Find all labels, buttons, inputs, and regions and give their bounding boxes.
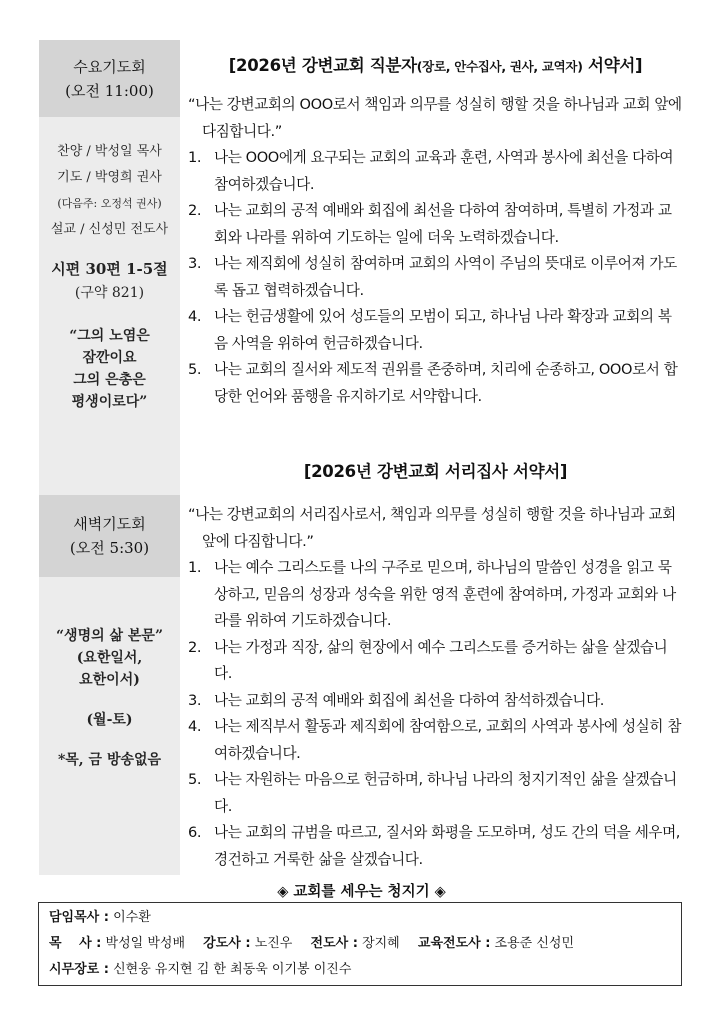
role-next-week: (다음주: 오정석 권사) — [57, 197, 162, 210]
item-number: 6. — [188, 824, 202, 841]
hymn-number: (구약 821) — [74, 285, 145, 301]
list-item — [188, 145, 683, 198]
dawn-book-1: (요한일서, — [76, 650, 143, 666]
edu-evangelist-label: 교육전도사 : — [417, 936, 491, 951]
item-text: 나는 자원하는 마음으로 헌금하며, 하나님 나라의 청지기적인 삶을 살겠습니다. — [214, 771, 677, 815]
item-text: 나는 교회의 규범을 따르고, 질서와 화평을 도모하며, 성도 간의 덕을 세우며, 경건하고 거룩한 삶을 살겠습니다. — [214, 824, 681, 868]
staff-row-ministers — [49, 931, 671, 957]
list-item — [188, 767, 683, 820]
item-number: 2. — [188, 202, 202, 219]
dawn-days: (월-토) — [86, 712, 133, 728]
dawn-note: *목, 금 방송없음 — [57, 752, 162, 768]
item-number: 3. — [188, 691, 202, 709]
elders-label: 시무장로 : — [49, 962, 109, 977]
dawn-time: (오전 5:30) — [69, 539, 150, 557]
list-item — [188, 304, 683, 357]
item-text: 나는 OOO에게 요구되는 교회의 교육과 훈련, 사역과 봉사에 최선을 다하여 참여하겠습니다. — [214, 149, 674, 193]
covenant-deacons-title: [2026년 강변교회 서리집사 서약서] — [303, 462, 568, 481]
elder-names: 신현웅 유지현 김 한 최동욱 이기봉 이진수 — [113, 962, 352, 977]
dawn-title: 새벽기도회 — [73, 515, 146, 533]
role-sermon: 설교 / 신성민 전도사 — [50, 222, 169, 237]
item-number: 5. — [188, 361, 202, 378]
missionary-label: 전도사 : — [310, 936, 358, 951]
item-number: 5. — [188, 771, 202, 788]
covenant-officers-title — [188, 52, 683, 76]
list-item — [188, 688, 683, 715]
wednesday-header — [39, 40, 180, 117]
item-text: 나는 교회의 공적 예배와 회집에 최선을 다하여 참여하며, 특별히 가정과 교회와 나라를 위하여 기도하는 일에 더욱 노력하겠습니다. — [214, 202, 672, 246]
list-item — [188, 357, 683, 410]
title-part-a: [2026년 강변교회 직분자 — [228, 56, 417, 75]
role-praise: 찬양 / 박성일 목사 — [57, 144, 162, 159]
item-number: 1. — [188, 149, 202, 166]
item-number: 3. — [188, 255, 202, 272]
staff-row-elders — [49, 957, 671, 983]
wednesday-time: (오전 11:00) — [65, 81, 154, 100]
wednesday-body — [39, 117, 180, 495]
item-text: 나는 제직부서 활동과 제직회에 참여함으로, 교회의 사역과 봉사에 성실히 참여하겠습니다. — [214, 718, 682, 762]
scripture-quote — [39, 325, 180, 413]
item-text: 나는 가정과 직장, 삶의 현장에서 예수 그리스도를 증거하는 삶을 살겠습니다. — [214, 638, 668, 682]
evangelist-label: 강도사 : — [203, 936, 251, 951]
title-part-b: 서약서] — [582, 56, 643, 75]
staff-row-senior — [49, 905, 671, 931]
staff-section-title: ◈ 교회를 세우는 청지기 ◈ — [277, 884, 446, 900]
senior-pastor-label: 담임목사 : — [49, 910, 109, 925]
covenant-officers — [188, 52, 683, 410]
title-roles: (장로, 안수집사, 권사, 교역자) — [416, 59, 583, 74]
list-item — [188, 251, 683, 304]
edu-evangelist-names: 조용준 신성민 — [494, 936, 575, 951]
quote-line: 그의 은총은 — [73, 372, 146, 388]
item-number: 1. — [188, 559, 202, 576]
pastor-names: 박성일 박성배 — [105, 936, 185, 951]
item-text: 나는 제직회에 성실히 참여하며 교회의 사역이 주님의 뜻대로 이루어져 가도록 돕고 협력하겠습니다. — [214, 255, 677, 299]
item-text: 나는 헌금생활에 있어 성도들의 모범이 되고, 하나님 나라 확장과 교회의 복음 사역을 위하여 헌금하겠습니다. — [214, 308, 672, 352]
item-number: 4. — [188, 718, 202, 735]
quote-line: 평생이로다” — [71, 394, 148, 410]
quote-line: “그의 노염은 — [69, 328, 150, 344]
staff-box — [38, 902, 682, 986]
covenant-deacons-intro: “나는 강변교회의 서리집사로서, 책임과 의무를 성실히 행할 것을 하나님과 교회 앞에 다짐합니다.” — [188, 506, 676, 550]
list-item — [188, 635, 683, 688]
dawn-body — [39, 577, 180, 875]
covenant-deacons — [188, 458, 683, 873]
dawn-text-title: “생명의 삶 본문” — [56, 628, 163, 644]
evangelist-name: 노진우 — [254, 936, 293, 951]
item-number: 2. — [188, 638, 202, 656]
missionary-name: 장지혜 — [362, 936, 400, 951]
covenant-officers-intro: “나는 강변교회의 OOO로서 책임과 의무를 성실히 행할 것을 하나님과 교회 앞에 다짐합니다.” — [188, 96, 682, 140]
item-text: 나는 교회의 공적 예배와 회집에 최선을 다하여 참석하겠습니다. — [214, 691, 605, 709]
item-number: 4. — [188, 308, 202, 325]
item-text: 나는 교회의 질서와 제도적 권위를 존중하며, 치리에 순종하고, OOO로서 합당한 언어와 품행을 유지하기로 서약합니다. — [214, 361, 678, 405]
quote-line: 잠깐이요 — [82, 350, 137, 366]
list-item — [188, 820, 683, 873]
pastor-label: 목 사 : — [49, 936, 102, 951]
list-item — [188, 555, 683, 635]
role-prayer: 기도 / 박영희 권사 — [57, 170, 162, 185]
list-item — [188, 714, 683, 767]
item-text: 나는 예수 그리스도를 나의 구주로 믿으며, 하나님의 말씀인 성경을 읽고 묵상하고, 믿음의 성장과 성숙을 위한 영적 훈련에 참여하며, 가정과 교회와 나라를 위하여 기도하겠습니다. — [214, 559, 676, 629]
wednesday-title: 수요기도회 — [73, 57, 146, 76]
dawn-header — [39, 495, 180, 577]
scripture-ref: 시편 30편 1-5절 — [51, 260, 168, 278]
senior-pastor-name: 이수환 — [113, 910, 151, 925]
dawn-book-2: 요한이서) — [79, 672, 140, 688]
list-item — [188, 198, 683, 251]
